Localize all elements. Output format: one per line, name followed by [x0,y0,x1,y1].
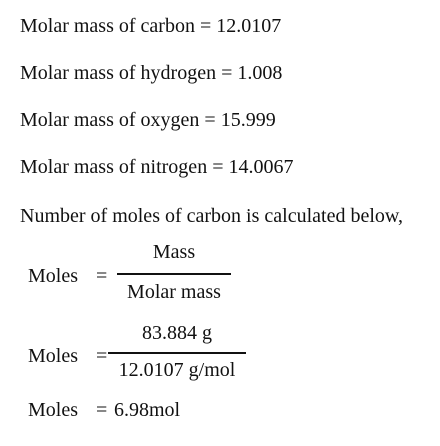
molar-mass-oxygen: Molar mass of oxygen = 15.999 [20,109,276,131]
eq3-lhs: Moles [28,399,78,421]
eq2-lhs: Moles [28,345,78,367]
eq1-lhs: Moles [28,265,78,287]
eq3-equals: = [96,399,108,421]
eq1-denominator: Molar mass [127,281,221,303]
eq2-equals: = [96,345,108,367]
eq3-result: 6.98mol [114,399,181,421]
eq1-equals: = [96,265,108,287]
molar-mass-carbon: Molar mass of carbon = 12.0107 [20,15,282,37]
molar-mass-nitrogen: Molar mass of nitrogen = 14.0067 [20,156,294,178]
eq2-fraction-bar [108,352,246,354]
eq1-numerator: Mass [152,241,196,263]
eq2-denominator: 12.0107 g/mol [118,359,236,381]
calculation-intro: Number of moles of carbon is calculated below, [20,205,404,227]
eq2-numerator: 83.884 g [142,322,212,344]
eq1-fraction-bar [117,273,231,275]
molar-mass-hydrogen: Molar mass of hydrogen = 1.008 [20,62,283,84]
